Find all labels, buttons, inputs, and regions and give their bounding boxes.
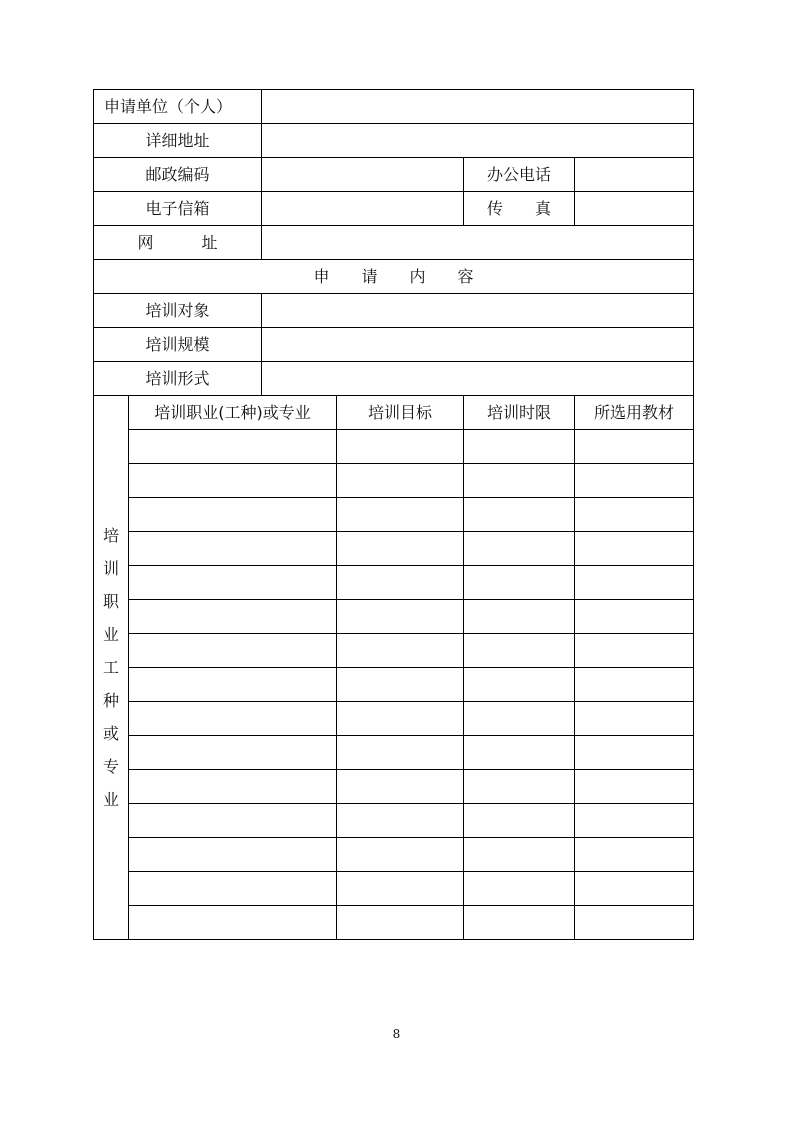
application-form (93, 89, 694, 940)
vertical-label-char: 业 (102, 624, 119, 644)
applicant-row (94, 90, 694, 124)
vertical-label-char: 工 (102, 657, 119, 677)
format-field[interactable] (262, 362, 694, 396)
format-row (94, 362, 694, 396)
textbook-cell[interactable] (575, 600, 694, 634)
goal-cell[interactable] (337, 906, 464, 940)
postal-field[interactable] (262, 158, 464, 192)
goal-cell[interactable] (337, 600, 464, 634)
duration-cell[interactable] (464, 600, 575, 634)
vertical-label-char: 业 (102, 789, 119, 809)
textbook-cell[interactable] (575, 702, 694, 736)
target-field[interactable] (262, 294, 694, 328)
occupation-cell[interactable] (129, 600, 337, 634)
textbook-cell[interactable] (575, 464, 694, 498)
textbook-cell[interactable] (575, 770, 694, 804)
occupation-cell[interactable] (129, 770, 337, 804)
occupation-cell[interactable] (129, 464, 337, 498)
textbook-cell[interactable] (575, 906, 694, 940)
goal-cell[interactable] (337, 736, 464, 770)
vertical-label-char: 种 (102, 690, 119, 710)
fax-label-char-2: 真 (535, 198, 552, 218)
training-row (94, 770, 694, 804)
section-title-char-4: 容 (457, 266, 474, 286)
page-number: 8 (392, 1027, 401, 1041)
training-row (94, 600, 694, 634)
training-row (94, 668, 694, 702)
postal-row (94, 158, 694, 192)
training-vertical-label (94, 396, 129, 940)
duration-cell[interactable] (464, 906, 575, 940)
training-row (94, 838, 694, 872)
goal-cell[interactable] (337, 430, 464, 464)
goal-cell[interactable] (337, 464, 464, 498)
duration-cell[interactable] (464, 736, 575, 770)
duration-cell[interactable] (464, 430, 575, 464)
textbook-cell[interactable] (575, 498, 694, 532)
office-phone-label: 办公电话 (464, 158, 575, 192)
target-row (94, 294, 694, 328)
postal-label: 邮政编码 (94, 158, 262, 192)
training-row (94, 498, 694, 532)
duration-cell[interactable] (464, 804, 575, 838)
textbook-cell[interactable] (575, 566, 694, 600)
email-row (94, 192, 694, 226)
occupation-cell[interactable] (129, 702, 337, 736)
goal-cell[interactable] (337, 566, 464, 600)
format-label: 培训形式 (94, 362, 262, 396)
address-label: 详细地址 (94, 124, 262, 158)
section-title-char-3: 内 (409, 266, 426, 286)
training-row (94, 804, 694, 838)
website-row (94, 226, 694, 260)
header-goal: 培训目标 (337, 396, 464, 430)
textbook-cell[interactable] (575, 532, 694, 566)
textbook-cell[interactable] (575, 872, 694, 906)
duration-cell[interactable] (464, 838, 575, 872)
scale-field[interactable] (262, 328, 694, 362)
vertical-label-char: 或 (102, 723, 119, 743)
duration-cell[interactable] (464, 770, 575, 804)
textbook-cell[interactable] (575, 430, 694, 464)
occupation-cell[interactable] (129, 906, 337, 940)
training-row (94, 566, 694, 600)
email-label: 电子信箱 (94, 192, 262, 226)
duration-cell[interactable] (464, 634, 575, 668)
section-title (94, 260, 694, 294)
training-row (94, 702, 694, 736)
occupation-cell[interactable] (129, 566, 337, 600)
occupation-cell[interactable] (129, 668, 337, 702)
goal-cell[interactable] (337, 872, 464, 906)
occupation-cell[interactable] (129, 634, 337, 668)
occupation-cell[interactable] (129, 804, 337, 838)
training-row (94, 532, 694, 566)
training-row (94, 464, 694, 498)
target-label: 培训对象 (94, 294, 262, 328)
goal-cell[interactable] (337, 838, 464, 872)
occupation-cell[interactable] (129, 498, 337, 532)
office-phone-field[interactable] (575, 158, 694, 192)
website-field[interactable] (262, 226, 694, 260)
goal-cell[interactable] (337, 702, 464, 736)
fax-label (464, 192, 575, 226)
website-label-char-2: 址 (201, 232, 218, 252)
textbook-cell[interactable] (575, 838, 694, 872)
email-field[interactable] (262, 192, 464, 226)
duration-cell[interactable] (464, 872, 575, 906)
address-row (94, 124, 694, 158)
website-label (94, 226, 262, 260)
occupation-cell[interactable] (129, 430, 337, 464)
training-header-row (94, 396, 694, 430)
vertical-label-char: 职 (102, 591, 119, 611)
goal-cell[interactable] (337, 634, 464, 668)
header-textbook: 所选用教材 (575, 396, 694, 430)
website-label-char-1: 网 (137, 232, 154, 252)
duration-cell[interactable] (464, 498, 575, 532)
goal-cell[interactable] (337, 498, 464, 532)
fax-label-char-1: 传 (487, 198, 504, 218)
scale-label: 培训规模 (94, 328, 262, 362)
section-header-row (94, 260, 694, 294)
training-row (94, 736, 694, 770)
header-occupation: 培训职业(工种)或专业 (129, 396, 337, 430)
duration-cell[interactable] (464, 532, 575, 566)
vertical-label-char: 专 (102, 756, 119, 776)
duration-cell[interactable] (464, 702, 575, 736)
occupation-cell[interactable] (129, 838, 337, 872)
vertical-label-char: 训 (102, 558, 119, 578)
textbook-cell[interactable] (575, 634, 694, 668)
section-title-char-2: 请 (361, 266, 378, 286)
occupation-cell[interactable] (129, 532, 337, 566)
occupation-cell[interactable] (129, 736, 337, 770)
textbook-cell[interactable] (575, 668, 694, 702)
training-row (94, 430, 694, 464)
training-row (94, 634, 694, 668)
goal-cell[interactable] (337, 804, 464, 838)
goal-cell[interactable] (337, 668, 464, 702)
section-title-char-1: 申 (313, 266, 330, 286)
textbook-cell[interactable] (575, 736, 694, 770)
address-field[interactable] (262, 124, 694, 158)
applicant-label: 申请单位（个人） (94, 90, 262, 124)
textbook-cell[interactable] (575, 804, 694, 838)
duration-cell[interactable] (464, 566, 575, 600)
applicant-field[interactable] (262, 90, 694, 124)
occupation-cell[interactable] (129, 872, 337, 906)
vertical-label-char: 培 (102, 525, 119, 545)
training-row (94, 872, 694, 906)
duration-cell[interactable] (464, 668, 575, 702)
training-row (94, 906, 694, 940)
header-duration: 培训时限 (464, 396, 575, 430)
goal-cell[interactable] (337, 532, 464, 566)
fax-field[interactable] (575, 192, 694, 226)
duration-cell[interactable] (464, 464, 575, 498)
scale-row (94, 328, 694, 362)
goal-cell[interactable] (337, 770, 464, 804)
